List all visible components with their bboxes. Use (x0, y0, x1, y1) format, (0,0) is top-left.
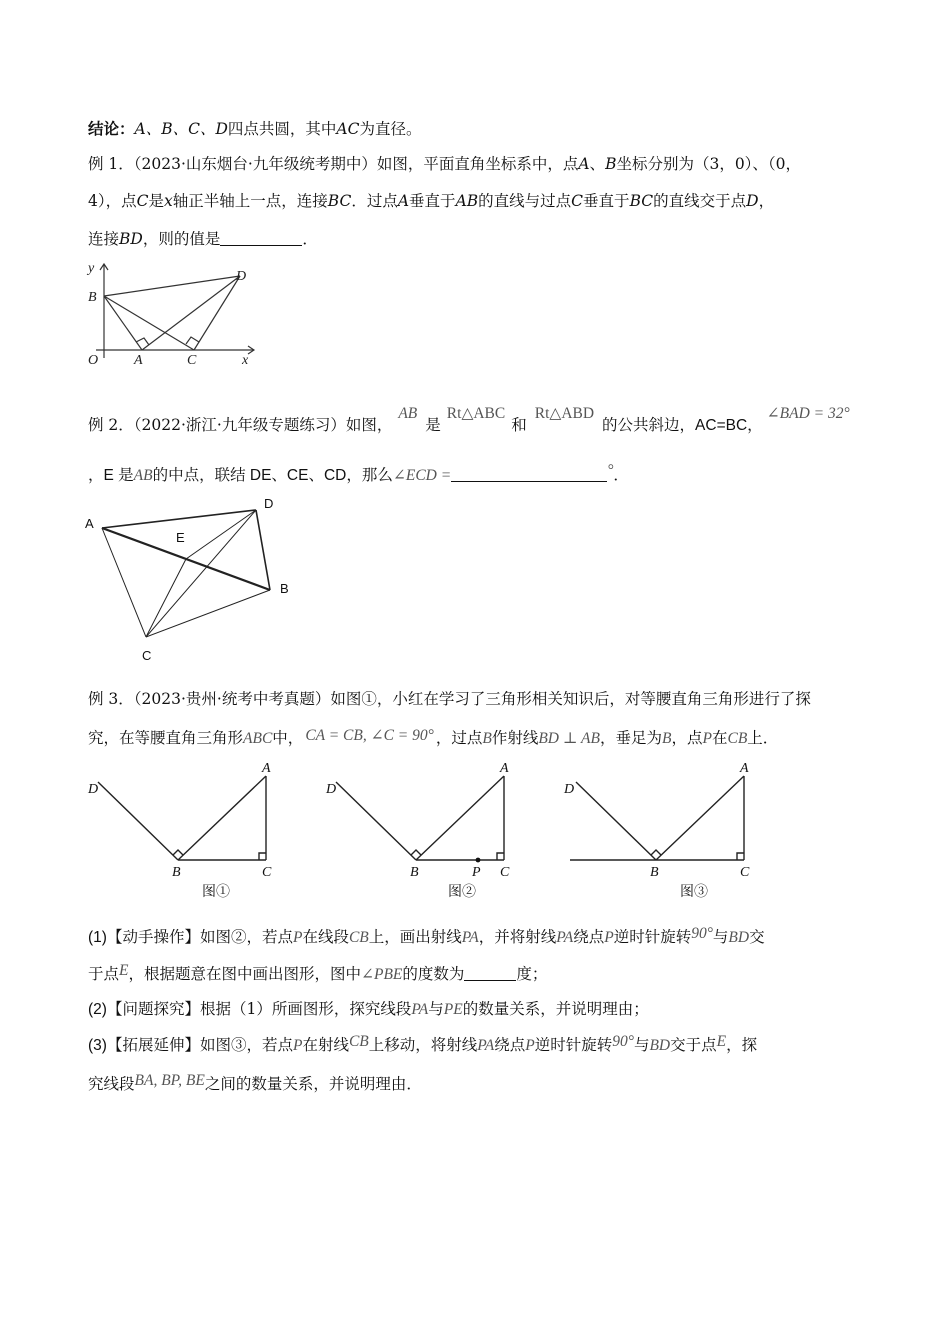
ex1-coord: 坐标分别为（3，0）、（0， (616, 155, 802, 173)
ex1-b: B (605, 155, 617, 173)
ex2-angle2: ∠ECD = (392, 467, 452, 484)
ex1-l2i: ， (758, 192, 775, 210)
q3-line-2 (88, 1073, 422, 1096)
q3-l2b: 之间的数量关系，并说明理由． (204, 1075, 422, 1093)
q3-p2: P (525, 1037, 535, 1054)
ex1-l2g: 垂直于 (583, 192, 630, 210)
q1-g: 与 (712, 928, 729, 946)
ex2-l2b: 的中点，联结 DE、CE、CD，那么 (152, 467, 393, 484)
segment-ba (178, 776, 266, 860)
ex1-answer-blank (220, 229, 302, 246)
label-a: A (85, 516, 94, 531)
q1-b: 在线段 (302, 928, 349, 946)
q3-l2a: 究线段 (88, 1075, 135, 1093)
q3-e-point: E (716, 1033, 727, 1050)
ex1-c: C (136, 192, 149, 210)
ex3-l2h: 上． (747, 729, 779, 747)
ex2-prefix: 例 2．（2022·浙江·九年级专题练习）如图， (88, 416, 393, 434)
q1-pa: PA (461, 929, 479, 946)
ex3-l2g: 在 (711, 729, 728, 747)
ex1-l2f: 的直线与过点 (478, 192, 572, 210)
ex3-figure-1 (82, 756, 282, 906)
label-d: D (236, 269, 247, 284)
label-a: A (134, 353, 143, 368)
ex2-line-1 (88, 405, 850, 437)
right-angle-b (173, 850, 183, 855)
q3-b: 在射线 (302, 1036, 349, 1054)
segment-bc (146, 590, 270, 637)
q1-f: 逆时针旋转 (613, 928, 692, 946)
q3-e: 逆时针旋转 (534, 1036, 613, 1054)
q1-l2a: 于点 (88, 965, 120, 983)
label-c: C (500, 865, 510, 880)
ex2-answer-blank (451, 465, 607, 482)
conclusion-label: 结论： (88, 119, 135, 138)
q1-line-1 (88, 926, 765, 949)
ex2-ab2: AB (133, 467, 153, 484)
ex2-he: 和 (511, 416, 527, 434)
segment-ba (656, 776, 744, 860)
segment-cd (194, 276, 240, 350)
conclusion-line (88, 118, 421, 140)
ex2-rt2: Rt△ABD (534, 405, 595, 422)
q3-bd: BD (649, 1037, 671, 1054)
label-o: O (88, 353, 99, 368)
ex1-line-2 (88, 190, 774, 212)
ex3-b2: B (662, 730, 672, 747)
ex2-deg: ° (607, 462, 614, 479)
q1-cb: CB (348, 929, 369, 946)
q1-e-point: E (119, 962, 129, 979)
q1-l2c: 的度数为 (402, 965, 465, 983)
q3-a: 【拓展延伸】如图③，若点 (106, 1036, 293, 1054)
label-d: D (326, 782, 337, 797)
ex3-l2f: ，点 (671, 729, 703, 747)
q3-c: 上移动，将射线 (368, 1036, 478, 1054)
label-c: C (187, 353, 197, 368)
ex1-l3c: ． (302, 230, 318, 248)
q2-num: (2) (88, 1001, 107, 1018)
q2-pa: PA (411, 1001, 429, 1018)
segment-ad (142, 276, 240, 350)
ex3-l2d: 作射线 (491, 729, 539, 747)
label-b: B (650, 865, 659, 880)
label-a: A (262, 761, 271, 776)
ex3-perp: BD ⊥ AB (538, 730, 600, 747)
ex2-l2a: ，E 是 (88, 467, 134, 484)
label-x: x (242, 353, 249, 368)
ex1-l2h: 的直线交于点 (653, 192, 747, 210)
q3-segs: BA, BP, BE (134, 1072, 205, 1089)
q3-line-1 (88, 1034, 757, 1057)
q1-pa2: PA (556, 929, 574, 946)
ex1-l2a: 4），点 (88, 192, 137, 210)
ex3-l2a: 究，在等腰直角三角形 (88, 729, 244, 747)
ex3-figure-2 (320, 756, 530, 906)
ex1-bd: BD (119, 230, 143, 248)
q1-c: 上，画出射线 (368, 928, 462, 946)
label-d: D (564, 782, 575, 797)
q3-p: P (292, 1037, 303, 1054)
ex2-end: ． (613, 467, 629, 484)
ex1-ab: AB (455, 192, 479, 210)
caption-fig-2: 图② (448, 885, 476, 900)
q3-g: 交于点 (670, 1036, 717, 1054)
label-y: y (88, 261, 95, 276)
ray-bd (336, 782, 416, 860)
ex3-l1: 例 3．（2023·贵州·统考中考真题）如图①，小红在学习了三角形相关知识后，对等腰直角三角形进行了探 (88, 690, 811, 708)
ex3-p: P (702, 730, 712, 747)
conclusion-ac: AC (336, 120, 360, 138)
q1-e: 绕点 (573, 928, 605, 946)
right-angle-b (411, 850, 421, 855)
ex1-l2e: 垂直于 (409, 192, 456, 210)
label-a: A (500, 761, 509, 776)
ex1-l2b: 是 (148, 192, 165, 210)
ex1-x: x (164, 192, 173, 210)
label-a: A (740, 761, 749, 776)
label-d: D (88, 782, 99, 797)
ex3-l2b: 中， (272, 729, 304, 747)
right-angle-c (259, 853, 266, 860)
q1-d: ，并将射线 (478, 928, 557, 946)
ex2-angle: ∠BAD = 32° (766, 405, 850, 422)
label-c: C (740, 865, 750, 880)
ex1-line-3 (88, 228, 318, 250)
ex3-cond: CA = CB, ∠C = 90° (305, 727, 434, 744)
ex2-ab: AB (398, 405, 418, 422)
segment-bc (104, 296, 194, 350)
ex1-sep: 、 (589, 155, 606, 173)
segment-ac (102, 528, 146, 637)
q3-h: ，探 (726, 1036, 758, 1054)
ex3-abc: ABC (243, 730, 273, 747)
ex1-a: A (578, 155, 590, 173)
q3-deg: 90° (612, 1033, 634, 1050)
label-b: B (88, 290, 97, 305)
ex1-l2d: ．过点 (351, 192, 398, 210)
ex3-line-1 (88, 688, 811, 710)
ex3-line-2 (88, 727, 778, 750)
point-p (476, 858, 481, 863)
q1-num: (1) (88, 929, 107, 946)
label-b: B (172, 865, 181, 880)
q3-f: 与 (633, 1036, 650, 1054)
label-b: B (410, 865, 419, 880)
segment-ad (102, 510, 256, 528)
q3-pa: PA (477, 1037, 495, 1054)
q3-d: 绕点 (494, 1036, 526, 1054)
segment-ba (416, 776, 504, 860)
ex3-b: B (482, 730, 492, 747)
q1-l2b: ，根据题意在图中画出图形，图中 (128, 965, 361, 983)
label-d: D (264, 496, 274, 511)
ex3-cb: CB (727, 730, 748, 747)
q1-a: 【动手操作】如图②，若点 (106, 928, 293, 946)
q2-c: 的数量关系，并说明理由； (462, 1000, 649, 1018)
q1-p: P (292, 929, 303, 946)
ray-bd (98, 782, 178, 860)
q1-line-2 (88, 963, 547, 986)
q1-bd: BD (728, 929, 750, 946)
ex2-line-2 (88, 462, 629, 487)
label-c: C (142, 648, 152, 663)
caption-fig-1: 图① (202, 885, 230, 900)
ex1-d: D (746, 192, 759, 210)
ex3-l2e: ，垂足为 (600, 729, 663, 747)
ex1-prefix: 例 1．（2023·山东烟台·九年级统考期中）如图，平面直角坐标系中，点 (88, 155, 579, 173)
ex1-figure (82, 258, 262, 370)
ex1-l3b: ，则的值是 (142, 230, 221, 248)
segment-db (256, 510, 270, 590)
conclusion-points: A、B、C、D (134, 120, 228, 138)
segment-bd (104, 276, 240, 296)
q2-b: 与 (428, 1000, 444, 1018)
q2-pe: PE (443, 1001, 463, 1018)
q1-l2d: 度； (516, 965, 548, 983)
ex2-figure (80, 494, 310, 666)
right-angle-c (186, 337, 199, 344)
q2-line (88, 998, 649, 1021)
conclusion-text-end: 为直径。 (359, 120, 422, 138)
segment-dc (146, 510, 256, 637)
q3-cb: CB (348, 1033, 369, 1050)
ex3-l2c: ，过点 (435, 729, 483, 747)
ex1-bc2: BC (629, 192, 654, 210)
conclusion-text: 四点共圆，其中 (227, 120, 337, 138)
q1-h: 交 (749, 928, 765, 946)
label-c: C (262, 865, 272, 880)
ex1-l3a: 连接 (88, 230, 120, 248)
ex1-l2c: 轴正半轴上一点，连接 (172, 192, 328, 210)
q1-p2: P (604, 929, 614, 946)
q1-ang: ∠PBE (361, 966, 403, 983)
ex3-figure-3 (560, 756, 760, 906)
ex2-shi: 是 (425, 416, 441, 434)
label-e: E (176, 530, 185, 545)
q2-a: 【问题探究】根据（1）所画图形，探究线段 (106, 1000, 412, 1018)
ex1-line-1 (88, 153, 801, 175)
ex1-c2: C (571, 192, 584, 210)
q1-deg: 90° (691, 925, 713, 942)
ray-bd (576, 782, 656, 860)
ex2-rest: 的公共斜边，AC=BC， (602, 417, 763, 434)
ex2-rt1: Rt△ABC (446, 405, 506, 422)
caption-fig-3: 图③ (680, 885, 708, 900)
right-angle-b (651, 850, 661, 855)
label-b: B (280, 581, 289, 596)
right-angle-c (737, 853, 744, 860)
ex1-bc: BC (327, 192, 352, 210)
q1-answer-blank (464, 964, 516, 981)
right-angle-c (497, 853, 504, 860)
label-p: P (472, 865, 481, 880)
q3-num: (3) (88, 1037, 107, 1054)
ex1-a2: A (397, 192, 410, 210)
